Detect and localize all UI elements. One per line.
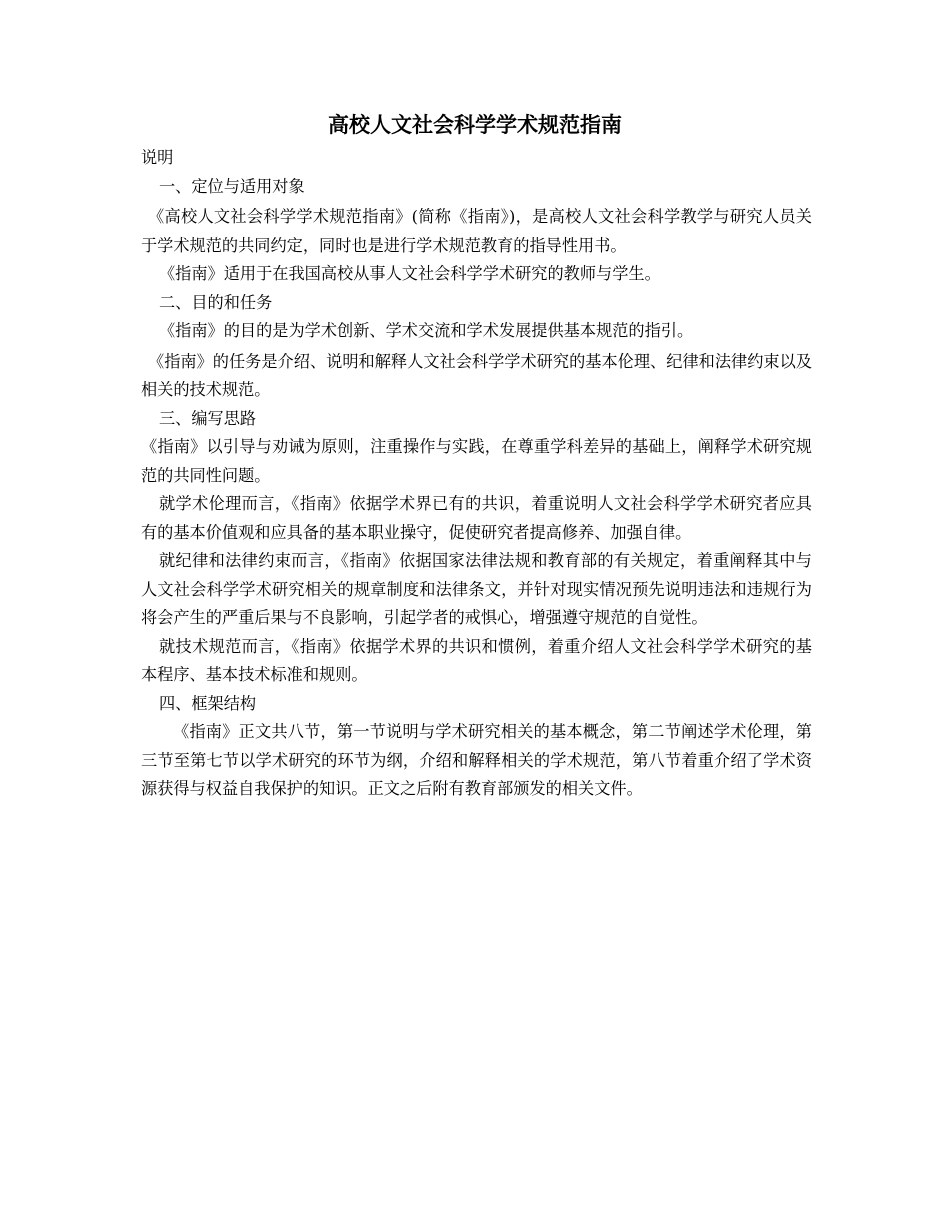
section-label-explanation: 说明 <box>141 148 174 167</box>
paragraph-positioning-definition: 《高校人文社会科学学术规范指南》(简称《指南》)，是高校人文社会科学教学与研究人员关于学术规范的共同约定，同时也是进行学术规范教育的指导性用书。 <box>141 207 812 255</box>
paragraph-purpose: 《指南》的目的是为学术创新、学术交流和学术发展提供基本规范的指引。 <box>159 321 694 340</box>
paragraph-applicable-audience: 《指南》适用于在我国高校从事人文社会科学学术研究的教师与学生。 <box>159 264 661 283</box>
document-body <box>141 144 812 804</box>
section-heading-positioning: 一、定位与适用对象 <box>159 176 305 196</box>
section-heading-purpose: 二、目的和任务 <box>159 292 273 312</box>
section-heading-framework: 四、框架结构 <box>159 693 257 713</box>
paragraph-approach-principle: 《指南》以引导与劝诫为原则，注重操作与实践，在尊重学科差异的基础上，阐释学术研究规范的共同性问题。 <box>141 437 812 485</box>
section-heading-approach: 三、编写思路 <box>159 408 257 428</box>
document-title: 高校人文社会科学学术规范指南 <box>328 112 622 137</box>
paragraph-discipline-law: 就纪律和法律约束而言，《指南》依据国家法律法规和教育部的有关规定，着重阐释其中与人文社会科学学术研究相关的规章制度和法律条文，并针对现实情况预先说明违法和违规行为将会产生的严重后果与不良影响，引起学者的戒惧心，增强遵守规范的自觉性。 <box>141 551 812 627</box>
paragraph-academic-ethics: 就学术伦理而言，《指南》依据学术界已有的共识，着重说明人文社会科学学术研究者应具有的基本价值观和应具备的基本职业操守，促使研究者提高修养、加强自律。 <box>141 494 812 542</box>
paragraph-framework-structure: 《指南》正文共八节，第一节说明与学术研究相关的基本概念，第二节阐述学术伦理，第三节至第七节以学术研究的环节为纲，介绍和解释相关的学术规范，第八节着重介绍了学术资源获得与权益自我保护的知识。正文之后附有教育部颁发的相关文件。 <box>141 722 812 798</box>
paragraph-task: 《指南》的任务是介绍、说明和解释人文社会科学学术研究的基本伦理、纪律和法律约束以及相关的技术规范。 <box>141 351 812 399</box>
paragraph-technical-norms: 就技术规范而言，《指南》依据学术界的共识和惯例，着重介绍人文社会科学学术研究的基本程序、基本技术标准和规则。 <box>141 636 812 684</box>
